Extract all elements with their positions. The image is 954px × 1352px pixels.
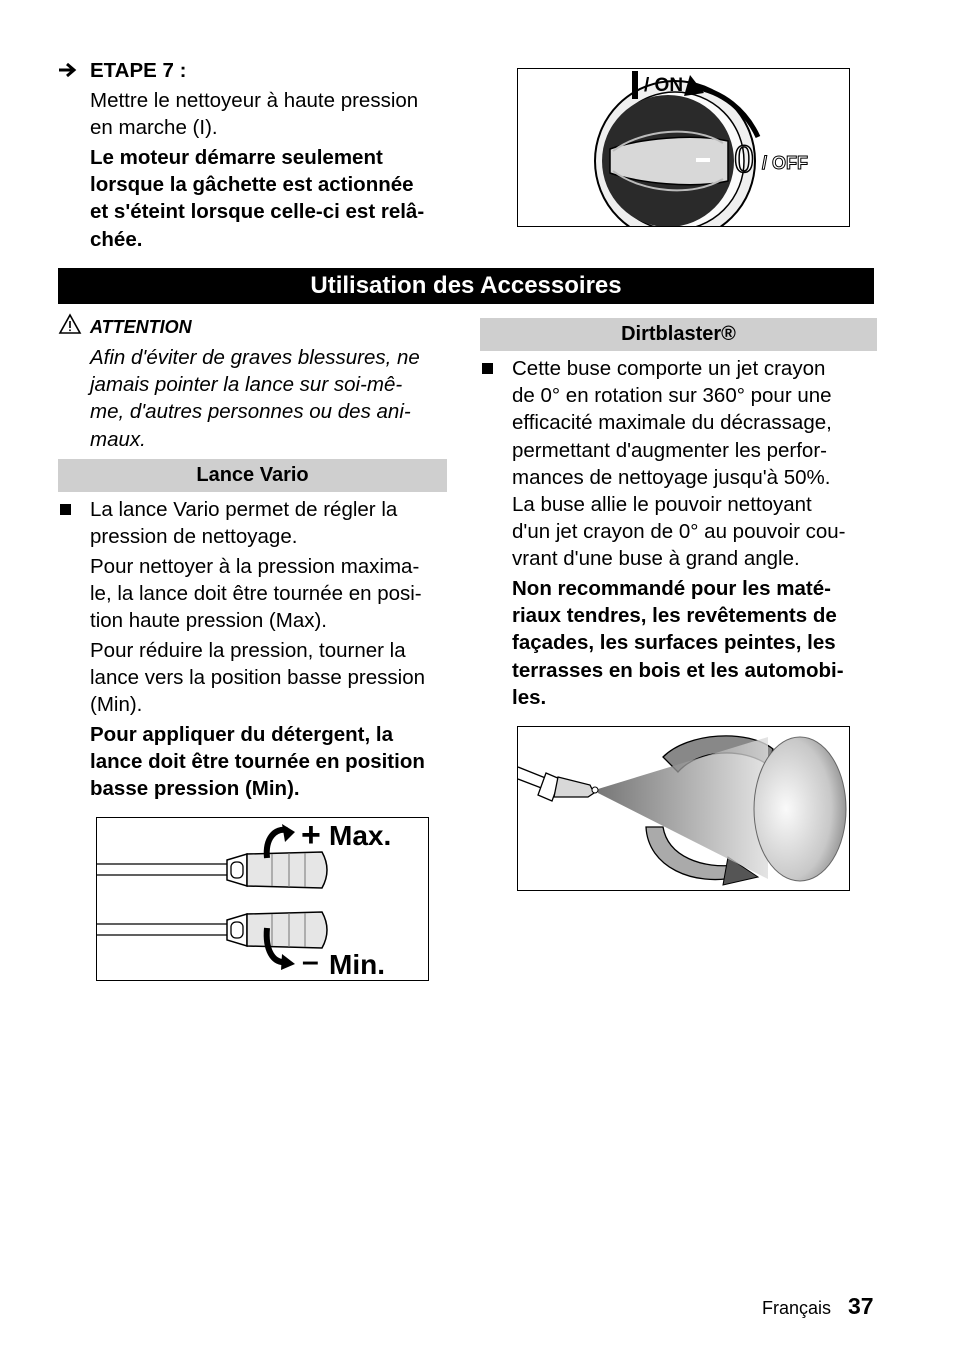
lance-vario-para1-line: Pour nettoyer à la pression maxima-: [90, 555, 420, 578]
attention-text-line: jamais pointer la lance sur soi-mê-: [90, 373, 403, 397]
dirtblaster-note-line: Non recommandé pour les maté-: [512, 577, 831, 600]
lance-vario-para1-line: le, la lance doit être tournée en posi-: [90, 582, 422, 606]
power-switch-illustration: [518, 69, 849, 226]
max-label: Max.: [329, 820, 392, 851]
step-instruction: [90, 87, 418, 141]
dirtblaster-title: Dirtblaster®: [621, 323, 736, 345]
page-number: 37: [848, 1293, 874, 1319]
lance-vario-note-line: lance doit être tournée en position: [90, 750, 425, 774]
footer-language: Français: [762, 1298, 832, 1318]
lance-vario-bullet-line: pression de nettoyage.: [90, 525, 298, 549]
dirtblaster-bullet: [512, 355, 846, 573]
step-note-line: chée.: [90, 227, 143, 251]
dirtblaster-bullet-line: vrant d'une buse à grand angle.: [512, 547, 800, 571]
dirtblaster-note-line: riaux tendres, les revêtements de: [512, 604, 837, 628]
step-instruction-line: Mettre le nettoyeur à haute pression: [90, 89, 419, 112]
step-note-line: lorsque la gâchette est actionnée: [90, 173, 414, 197]
power-switch-figure: [517, 68, 850, 227]
dirtblaster-figure: [517, 726, 850, 891]
lance-vario-para2: [90, 637, 425, 719]
dirtblaster-note-line: les.: [512, 685, 547, 709]
lance-vario-para2-line: lance vers la position basse pression: [90, 666, 426, 690]
step-note-line: et s'éteint lorsque celle-ci est relâ-: [90, 200, 425, 224]
step-note: [90, 144, 424, 253]
step-heading: ETAPE 7 :: [90, 59, 187, 82]
lance-vario-para1-line: tion haute pression (Max).: [90, 609, 328, 633]
attention-text-line: Afin d'éviter de graves blessures, ne: [90, 346, 420, 369]
dirtblaster-bullet-line: mances de nettoyage jusqu'à 50%.: [512, 465, 831, 489]
bullet-icon: [60, 504, 71, 515]
lance-vario-header: [58, 459, 447, 492]
lance-vario-para2-line: Pour réduire la pression, tourner la: [90, 639, 406, 662]
warning-triangle-icon: [58, 313, 82, 335]
dirtblaster-bullet-line: La buse allie le pouvoir nettoyant: [512, 493, 812, 517]
attention-text-line: me, d'autres personnes ou des ani-: [90, 400, 411, 424]
bullet-icon: [482, 363, 493, 374]
section-title-bar: [58, 268, 874, 304]
dirtblaster-bullet-line: efficacité maximale du décrassage,: [512, 411, 832, 435]
lance-vario-para2-line: (Min).: [90, 693, 143, 717]
lance-vario-bullet: [90, 496, 397, 550]
lance-vario-title: Lance Vario: [196, 464, 309, 486]
dirtblaster-bullet-line: Cette buse comporte un jet crayon: [512, 357, 826, 380]
lance-vario-note-line: basse pression (Min).: [90, 777, 300, 801]
dirtblaster-note: [512, 575, 844, 711]
step-note-line: Le moteur démarre seulement: [90, 146, 383, 169]
dirtblaster-header: [480, 318, 877, 351]
min-minus-sign: –: [302, 945, 319, 978]
lance-vario-para1: [90, 553, 422, 635]
max-plus-sign: +: [301, 817, 321, 854]
step-instruction-line: en marche (I).: [90, 116, 218, 140]
attention-label: ATTENTION: [90, 317, 192, 337]
lance-vario-figure: [96, 817, 429, 981]
lance-vario-note: [90, 721, 425, 803]
switch-on-label: / ON: [644, 75, 684, 96]
dirtblaster-illustration: [518, 727, 849, 890]
lance-vario-bullet-line: La lance Vario permet de régler la: [90, 498, 398, 521]
switch-off-label: / OFF: [762, 153, 808, 173]
dirtblaster-bullet-line: d'un jet crayon de 0° au pouvoir cou-: [512, 520, 846, 544]
dirtblaster-note-line: façades, les surfaces peintes, les: [512, 631, 836, 655]
dirtblaster-bullet-line: permettant d'augmenter les perfor-: [512, 438, 827, 462]
attention-text-line: maux.: [90, 427, 146, 451]
min-label: Min.: [329, 949, 385, 980]
dirtblaster-note-line: terrasses en bois et les automobi-: [512, 658, 844, 682]
section-title: Utilisation des Accessoires: [310, 272, 622, 299]
attention-text: [90, 344, 420, 453]
dirtblaster-bullet-line: de 0° en rotation sur 360° pour une: [512, 384, 832, 408]
switch-off-digit: 0: [734, 136, 754, 181]
step-arrow-icon: [58, 60, 80, 82]
lance-vario-note-line: Pour appliquer du détergent, la: [90, 723, 393, 746]
